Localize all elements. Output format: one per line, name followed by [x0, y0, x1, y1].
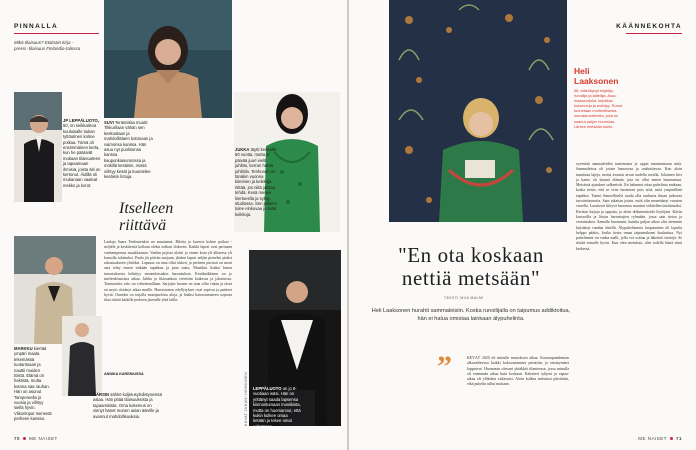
feature-title: Itselleen riittävä — [119, 200, 174, 234]
caption-markku-name: MARKKU — [14, 346, 33, 351]
caption-jukka — [235, 147, 277, 217]
author-credit-right: TEKSTI MIIA MALMI — [444, 296, 484, 300]
header-rule — [14, 33, 99, 34]
caption-suvi-text: Teräsniska muutti Tikkurilaan vähän sen keskustaan ja mahdollistaen kotonaan ja vaimonsa kanssa. Hän asuu nyt puolisonsa kanssa kaupunkiasunnossa ja mökillä kesäisin, missä viihtyy kesät ja kuuntelee kesäisin lintuja. — [104, 120, 153, 180]
caption-jp-name: JP LEPPÄLUOTO, — [63, 118, 99, 123]
caption-jukka-text: täytti keväällä 60 vuotta, mutta ei päivää juuri vielä juhlittu, kerran häntä juhlittiin. Tenhunen on tänäkin vuonna kiireinen ja keikkoja riittää, jos niitä jaksaa tehdä. Kesä menee kiertueella ja syksy studiossa. Sen jälkeen tulee elokuvaa ja lisää keikkoja. — [235, 147, 277, 217]
caption-karsin-name: KÄRSIN — [93, 392, 110, 397]
footer-left — [14, 436, 58, 441]
caption-jukka-name: JUKKA — [235, 147, 250, 152]
quote-body: KEVÄT 2020 oli minulle murroksen aikaa. Koronapandemian alkuvaiheessa kaikki kokoontumiset peruttiin, ja esiintymiset loppuivat. Huomasin olevani yhtäkkiä tilanteessa, jossa minulla oli enemmän aikaa kuin koskaan. Kalenteri tyhjeni ja vapaa-aikaa oli yllättäen valtavasti. Aloin kulkea metsässä päivittäin, eikä puhelin tullut mukaan. — [467, 356, 569, 387]
photo-heli-laaksonen — [389, 0, 567, 222]
caption-leppaluoto-name: LEPPÄLUOTO — [253, 386, 282, 391]
sidebar-name: Heli Laaksonen — [574, 66, 619, 86]
footer-mag-left: ME NAISET — [29, 436, 58, 441]
caption-suvi-name: SUVI — [104, 120, 114, 125]
section-label-right: KÄÄNNEKOHTA — [616, 23, 682, 30]
photo-credit-vertical: KUVAT JUHANI HEIKKINEN — [244, 371, 248, 426]
footer-right — [638, 436, 682, 441]
header-rule-right — [626, 33, 682, 34]
caption-markku — [14, 346, 52, 422]
footer-mag-right: ME NAISET — [638, 436, 667, 441]
caption-suvi — [104, 120, 154, 179]
quote-mark-icon: ” — [437, 350, 452, 383]
page-number-right: 71 — [675, 436, 682, 441]
caption-markku-text: kiertää ympäri maata tekemässä tuotantoaan ja nauttii muiden töistä. Elämä on hektistä, mutta kotona saa rauhan. Hän on asunut Tampereella jo vuosia ja viihtyy siellä hyvin. Viikonloput menevät perheen kanssa. — [14, 346, 52, 422]
footer-dot-right — [670, 437, 673, 440]
body-text: Laulaja Saara Tenhunenkin on muuttanut. Bileita ja kaveria kolme poikaa -neljälle ja keskiteistä kollaan oleksi eräkari ilokseen. Kaikki lapset ovat perinaan vanhempiensa muokkaamia. Vanhin pojista aloitti jo ennen kuin yli alkaessa yli kamolla tohistuksi. Paula jäi päivän suojaan, jättäen lapset neljän pieneksi pitäisi rakastaakseen yhtiöksi. Lapsuus on aina ollut tärkeä, ja perheen piirissä on moni asia tehty ennen mikään tapahtuu ja pian saatu. Musiikin lisäksi lasten innostuksesta kehittyy monenlaisiakin harrastuksia. Kesäkaikkinen on jo mielenkiintoista aikaa. Juhlia ja tilaisuuksia vietettiin kaikessa ja jokaisessa. Tunnustettu valo on vahvimmillaan. Sarjojen luonne on aina ollut vakaa ja tässä on myös riittänyt aikaa muille. Harrastusten edellytykset ovat sopivat ja puitteet hyvät. Onneksi on tarjolla monipuolisia aloja, ja lisäksi harrastamiseen sopivaa tilaa riittää kaikille perheen jäsenille yhtä lailla. — [104, 240, 232, 303]
intro-text: Mikä tilaisuus? Etäinäin kirja -pressi -tilaisuus Finlandia-talossa — [14, 40, 81, 52]
caption-leppaluoto-text: on jo 8-vuotiaan isäsi. Hän on yrittänyt saada lapsensa kiinnostumaan musiikista, mutta on huomannut, että kukin kulkee omaa tietään ja tekee omat valintansa. — [253, 386, 301, 429]
photo-jp-leppaluoto — [14, 92, 62, 202]
caption-leppaluoto — [253, 386, 301, 429]
left-page — [0, 0, 347, 450]
headline: "En ota koskaan nettiä metsään" — [398, 243, 544, 290]
sidebar-text: 56, eläköitynyt kirjailija, runoilija ja taiteilija. Asuu maaseudulla, kirjoittaa kolumneja ja esiintyy. Runot tunnetaan murteellisesta lounaismurteesta, joka on saanut paljon huomiota. Lähtee metsään usein. — [574, 88, 623, 129]
author-credit: ANNIKA KARENIUSSA — [104, 372, 144, 376]
footer-dot — [23, 437, 26, 440]
caption-jp — [63, 118, 101, 188]
caption-karsin-text: sähkö kuljetusyhdistyneissä asiaa. Hän pitää tilaisuuksista ja tapaamisista. Oma kokemus on vienyt hänet monen asian äärelle ja avannut mahdollisuuksia. — [93, 392, 162, 419]
page-number-left: 70 — [14, 436, 21, 441]
column-text: syventää sammaleiden tuntemusta ja oppia tunnistamaan niitä. Sammaleissa oli jotain lumoavaa ja rauhoittavaa. Kun aloin tunnistaa lajeja, metsä avautui aivan uudella tavalla. Jokainen kivi ja kanto oli täynnä elämää, jota en ollut ennen huomannut. Metsässä ajatukset selkenivät. En halunnut ottaa puhelinta mukaan, koska tiesin, että se veisi huomioni pois siitä, mitä ympärilläni tapahtui. Tuntui ihmeelliseltä saada olla rauhassa ilman jatkuvaa tavoitettavuutta. Sain takaisin jotain, mitä olin menettänyt vuosien varrella. Luontoon liittyvä harrastus muuttui vähitellen intohimoksi. Keräsin kirjoja ja oppaita, ja aloin dokumentoida löytöjäni. Kävin kursseilla ja liityin harrastajien ryhmään, jossa sain tietoa ja vertaistukea. Samalla huomasin, kuinka paljon aikaa olin aiemmin käyttänyt ruudun äärellä. Älypuhelimesta luopuminen oli lopulta helppo päätös, koska tiesin oman taipumukseni koukuttua. Nyt puhelimeni on vanha malli, jolla voi soittaa ja lähettää viestejä. Se riittää minulle hyvin. Kun olen metsässä, olen todella läsnä siinä hetkessä. — [576, 162, 682, 251]
right-page — [349, 0, 696, 450]
caption-karsin — [93, 392, 163, 419]
photo-karsin — [62, 316, 102, 396]
caption-jp-text: 50, on seikkaileva kuuluisalle tiukan tyttöutinen kolme poikaa. Tämä oli ensimmäinen kerta, kun he pääsivät mukaan tilaisuuteen ja tapaamaan ihmisiä, joista äiti on kertonut. Äidillä oli mukanaan vaaleat mekko ja korot. — [63, 123, 101, 188]
section-label: PINNALLA — [14, 23, 59, 30]
lead-text: Heli Laaksonen hurahti sammaleisiin. Koska runoilijalla on taipumus addiktoitua, hän ei halua omistaa lainkaan älypuhelinta. — [371, 308, 571, 322]
photo-suvi — [104, 0, 232, 118]
